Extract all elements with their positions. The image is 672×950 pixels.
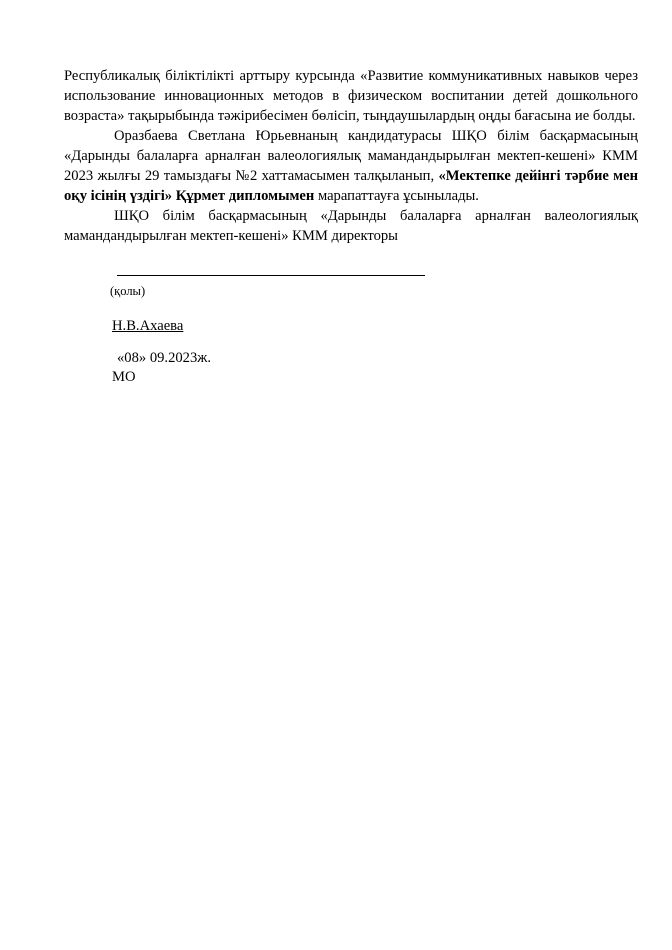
signature-caption: (қолы) <box>110 284 146 298</box>
paragraph-nomination <box>64 126 638 206</box>
document-body <box>64 66 638 246</box>
paragraph-director-title: ШҚО білім басқармасының «Дарынды балаларға арналған валеологиялық мамандандырылған мектеп-кешені» КММ директоры <box>64 208 638 244</box>
award-title: «Мектепке дейінгі тәрбие мен оқу ісінің үздігі» Құрмет дипломымен <box>64 168 638 204</box>
signer-name: Н.В.Ахаева <box>112 318 184 334</box>
document-date: «08» 09.2023ж. <box>117 350 211 366</box>
nomination-ending: марапаттауға ұсынылады. <box>314 188 479 204</box>
signature-line <box>117 275 425 276</box>
seal-mark: МО <box>112 369 136 385</box>
nomination-text: Оразбаева Светлана Юрьевнаның кандидатурасы ШҚО білім басқармасының «Дарынды балаларға арналған валеологиялық мамандандырылған мектеп-кешені» КММ 2023 жылғы 29 тамыздағы №2 хаттамасымен талқыланып, <box>64 128 638 184</box>
paragraph-course-experience: Республикалық біліктілікті арттыру курсында «Развитие коммуникативных навыков через использование инновационных методов в физическом воспитании детей дошкольного возраста» тақырыбында тәжірибесімен бөлісіп, тыңдаушылардың оңды бағасына ие болды. <box>64 68 638 124</box>
